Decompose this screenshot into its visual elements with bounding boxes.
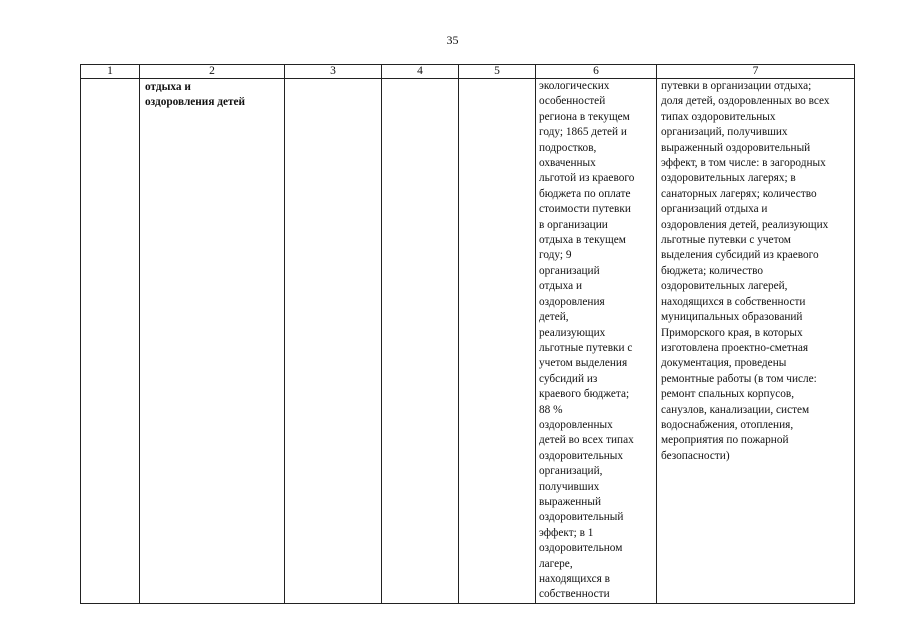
cell-col-5 bbox=[459, 79, 536, 604]
cell-col-6 bbox=[536, 79, 657, 604]
header-col-2: 2 bbox=[140, 65, 285, 79]
header-col-1: 1 bbox=[81, 65, 140, 79]
table-row bbox=[81, 79, 855, 604]
header-col-4: 4 bbox=[382, 65, 459, 79]
header-col-3: 3 bbox=[285, 65, 382, 79]
page-number: 35 bbox=[446, 33, 459, 47]
header-col-6: 6 bbox=[536, 65, 657, 79]
header-col-5: 5 bbox=[459, 65, 536, 79]
cell-col-2 bbox=[140, 79, 285, 604]
cell-col-7-text: путевки в организации отдыха; доля детей, оздоровленных во всех типах оздоровительных организаций, получивших выраженный оздоровительный эффект, в том числе: в загородных оздоровительных лагерях; в санаторных лагерях; количество организаций отдыха и оздоровления детей, реализующих льготные путевки с учетом выделения субсидий из краевого бюджета; количество оздоровительных лагерей, находящихся в собственности муниципальных образований Приморского края, в которых изготовлена проектно-сметная документация, проведены ремонтные работы (в том числе: ремонт спальных корпусов, санузлов, канализации, систем водоснабжения, отопления, мероприятия по пожарной безопасности) bbox=[661, 80, 830, 462]
program-table bbox=[80, 64, 855, 604]
header-col-7: 7 bbox=[657, 65, 855, 79]
cell-col-1 bbox=[81, 79, 140, 604]
cell-col-2-text: отдыха и оздоровления детей bbox=[145, 81, 246, 109]
cell-col-4 bbox=[382, 79, 459, 604]
cell-col-3 bbox=[285, 79, 382, 604]
header-row bbox=[81, 65, 855, 79]
cell-col-6-text: экологических особенностей региона в текущем году; 1865 детей и подростков, охваченных льготой из краевого бюджета по оплате стоимости путевки в организации отдыха в текущем году; 9 организаций отдыха и оздоровления детей, реализующих льготные путевки с учетом выделения субсидий из краевого бюджета; 88 % оздоровленных детей во всех типах оздоровительных организаций, получивших выраженный оздоровительный эффект; в 1 оздоровительном лагере, находящихся в собственности bbox=[539, 80, 635, 601]
cell-col-7 bbox=[657, 79, 855, 604]
